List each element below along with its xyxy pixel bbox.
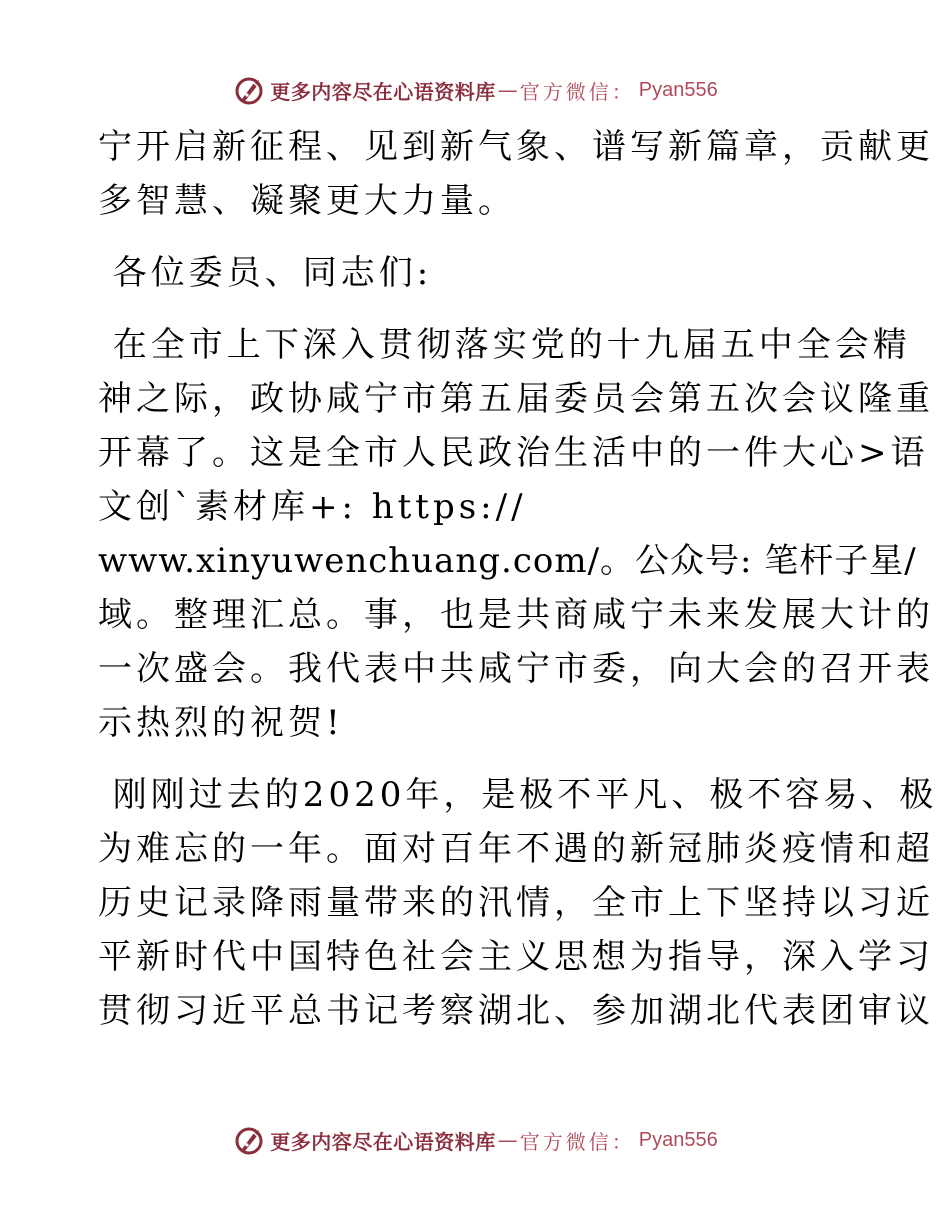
text-line: 历史记录降雨量带来的汛情，全市上下坚持以习近 <box>98 883 934 923</box>
text-line: 刚刚过去的2020年，是极不平凡、极不容易、极 <box>98 775 938 815</box>
text-line: 一次盛会。我代表中共咸宁市委，向大会的召开表 <box>98 649 934 689</box>
banner-separator: — <box>497 1128 518 1152</box>
text-line: 在全市上下深入贯彻落实党的十九届五中全会精 <box>98 325 911 365</box>
banner-official-label: 官方微信： <box>519 1129 635 1154</box>
text-line: 为难忘的一年。面对百年不遇的新冠肺炎疫情和超 <box>98 829 934 869</box>
text-line: 神之际，政协咸宁市第五届委员会第五次会议隆重 <box>98 379 934 419</box>
banner-brand-text: 更多内容尽在心语资料库 <box>270 1129 496 1154</box>
text-line: 多智慧、凝聚更大力量。 <box>98 181 516 221</box>
text-line: www.xinyuwenchuang.com/。公众号: 笔杆子星/ <box>98 541 917 581</box>
text-line: 示热烈的祝贺! <box>98 703 344 743</box>
document-body <box>98 120 938 1056</box>
text-line: 域。整理汇总。事，也是共商咸宁未来发展大计的 <box>98 595 934 635</box>
banner-wechat-id: Pyan556 <box>638 1128 718 1151</box>
paragraph-3 <box>98 318 934 750</box>
banner-wechat-id: Pyan556 <box>638 78 718 101</box>
paragraph-1 <box>98 120 934 228</box>
banner-official-label: 官方微信： <box>519 79 635 104</box>
text-line: 贯彻习近平总书记考察湖北、参加湖北代表团审议 <box>98 991 934 1031</box>
text-line: 开幕了。这是全市人民政治生活中的一件大心>语 <box>98 433 929 473</box>
pen-nib-logo-icon <box>232 1123 266 1157</box>
paragraph-4 <box>98 768 938 1038</box>
text-line: 平新时代中国特色社会主义思想为指导，深入学习 <box>98 937 934 977</box>
banner-separator: — <box>497 78 518 102</box>
text-line: 宁开启新征程、见到新气象、谱写新篇章，贡献更 <box>98 127 934 167</box>
text-line: 各位委员、同志们: <box>98 253 433 293</box>
text-line: 文创`素材库+: https:// <box>98 487 527 527</box>
header-banner <box>0 70 950 110</box>
banner-brand-text: 更多内容尽在心语资料库 <box>270 79 496 104</box>
pen-nib-logo-icon <box>232 73 266 107</box>
paragraph-2 <box>98 246 856 300</box>
footer-banner <box>0 1120 950 1160</box>
